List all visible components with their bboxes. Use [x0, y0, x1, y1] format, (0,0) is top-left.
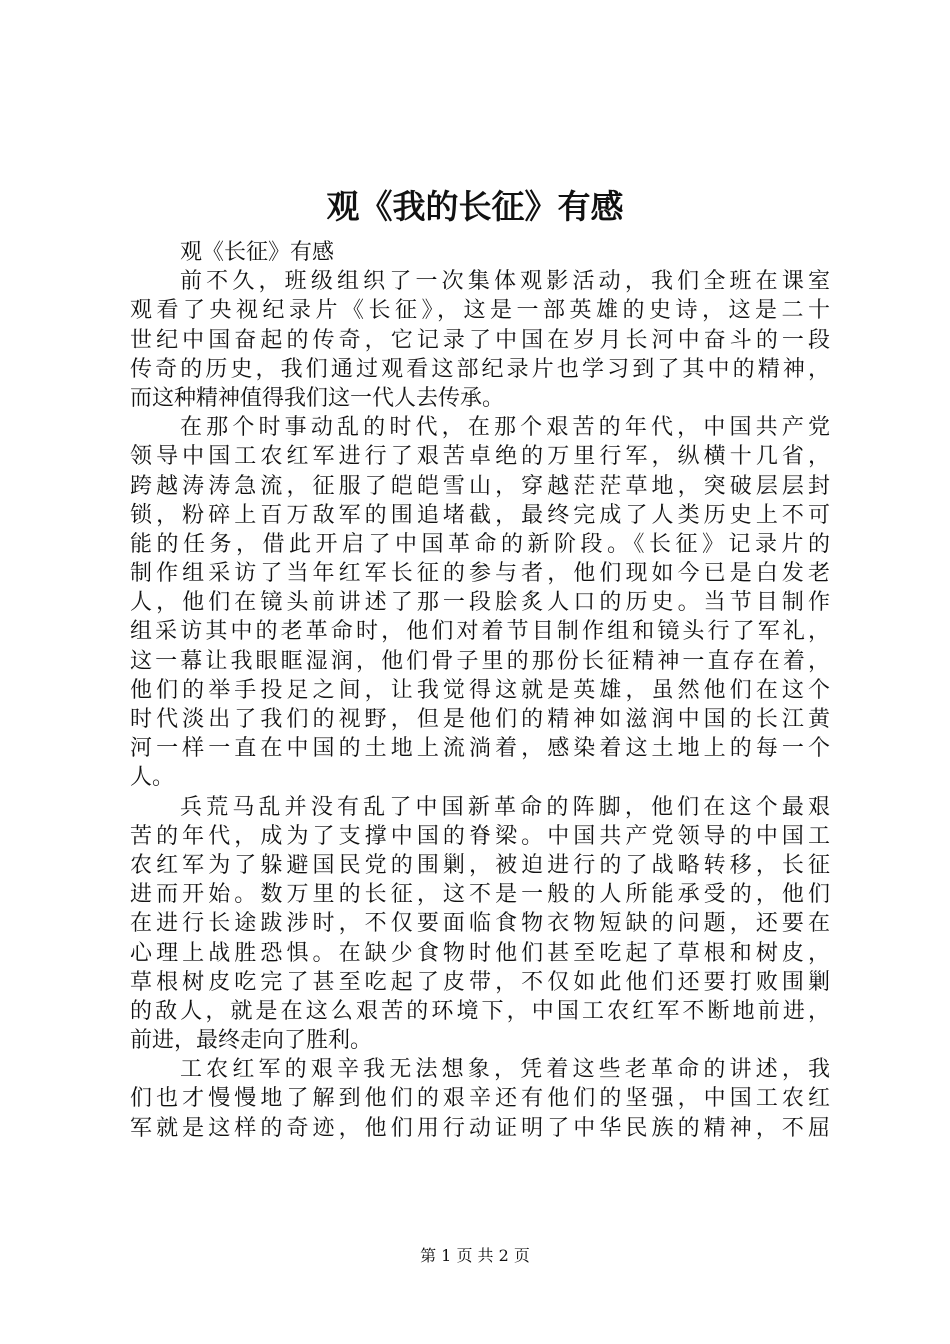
document-body: [130, 238, 830, 1143]
body-text-line: 进而开始。数万里的长征，这不是一般的人所能承受的，他们: [130, 882, 830, 908]
body-text-line: 这一幕让我眼眶湿润，他们骨子里的那份长征精神一直存在着，: [130, 648, 830, 674]
body-text-line: 时代淡出了我们的视野，但是他们的精神如滋润中国的长江黄: [130, 707, 830, 732]
body-text-line: 在进行长途跋涉时，不仅要面临食物衣物短缺的问题，还要在: [130, 911, 830, 937]
body-text-line: 工农红军的艰辛我无法想象，凭着这些老革命的讲述，我: [180, 1057, 830, 1083]
body-text-line: 兵荒马乱并没有乱了中国新革命的阵脚，他们在这个最艰: [180, 794, 830, 820]
body-text-line: 世纪中国奋起的传奇，它记录了中国在岁月长河中奋斗的一段: [130, 327, 830, 353]
body-text-line: 观《长征》有感: [180, 240, 335, 265]
body-text-line: 领导中国工农红军进行了艰苦卓绝的万里行军，纵横十几省，: [130, 444, 830, 470]
page-number-footer: 第 1 页 共 2 页: [420, 1246, 530, 1265]
body-text-line: 人。: [130, 765, 175, 791]
body-text-line: 的敌人，就是在这么艰苦的环境下，中国工农红军不断地前进，: [130, 998, 830, 1024]
body-text-line: 心理上战胜恐惧。在缺少食物时他们甚至吃起了草根和树皮，: [130, 940, 830, 966]
body-text-line: 组采访其中的老革命时，他们对着节目制作组和镜头行了军礼，: [130, 619, 830, 645]
body-text-line: 跨越涛涛急流，征服了皑皑雪山，穿越茫茫草地，突破层层封: [130, 473, 830, 499]
body-text-line: 们也才慢慢地了解到他们的艰辛还有他们的坚强，中国工农红: [130, 1086, 830, 1112]
body-text-line: 农红军为了躲避国民党的围剿，被迫进行的了战略转移，长征: [130, 852, 830, 878]
body-text-line: 锁，粉碎上百万敌军的围追堵截，最终完成了人类历史上不可: [130, 502, 830, 528]
body-text-line: 观看了央视纪录片《长征》，这是一部英雄的史诗，这是二十: [130, 298, 830, 324]
document-title: 观《我的长征》有感: [326, 187, 624, 226]
body-text-line: 他们的举手投足之间，让我觉得这就是英雄，虽然他们在这个: [130, 677, 830, 703]
body-text-line: 前不久，班级组织了一次集体观影活动，我们全班在课室: [180, 269, 830, 295]
body-text-line: 前进，最终走向了胜利。: [130, 1028, 373, 1054]
body-text-line: 河一样一直在中国的土地上流淌着，感染着这土地上的每一个: [130, 736, 830, 762]
body-text-line: 传奇的历史，我们通过观看这部纪录片也学习到了其中的精神，: [130, 356, 830, 382]
body-text-line: 军就是这样的奇迹，他们用行动证明了中华民族的精神，不屈: [130, 1115, 830, 1141]
body-text-line: 能的任务，借此开启了中国革命的新阶段。《长征》记录片的: [130, 531, 830, 557]
body-text-line: 而这种精神值得我们这一代人去传承。: [130, 385, 505, 411]
body-text-line: 苦的年代，成为了支撑中国的脊梁。中国共产党领导的中国工: [130, 823, 830, 849]
body-text-line: 在那个时事动乱的时代，在那个艰苦的年代，中国共产党: [180, 415, 830, 441]
body-text-line: 草根树皮吃完了甚至吃起了皮带，不仅如此他们还要打败围剿: [130, 969, 830, 995]
body-text-line: 人，他们在镜头前讲述了那一段脍炙人口的历史。当节目制作: [130, 590, 830, 616]
body-text-line: 制作组采访了当年红军长征的参与者，他们现如今已是白发老: [130, 561, 830, 587]
